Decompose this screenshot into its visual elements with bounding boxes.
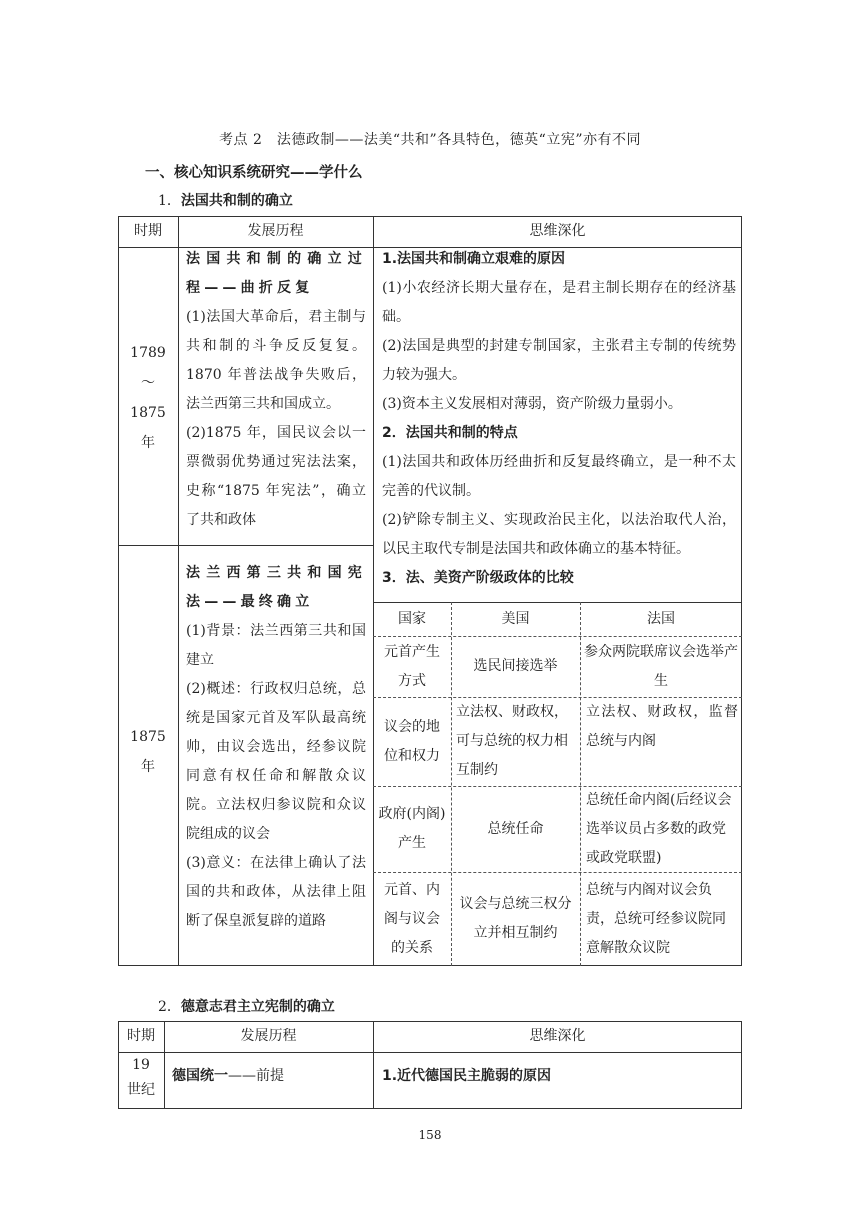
table2-header-period: 时期 [127,1028,155,1044]
subsection-1-text: 法国共和制的确立 [180,193,293,209]
compare-header-usa: 美国 [501,610,530,627]
period-line: ～ [141,375,155,391]
period-line: 1789 [130,345,166,361]
process-title: 法兰西第三共和国宪法——最终确立 [186,565,366,610]
thinking-paragraph: (2)铲除专制主义、实现政治民主化，以法治取代人治，以民主取代专制是法国共和政体确立的基本特征。 [382,512,736,557]
table1-row2-process [186,559,366,936]
table2-header-thinking: 思维深化 [529,1028,586,1044]
table2-row1-period [118,1052,164,1103]
compare-cell-france: 立法权、财政权，监督总统与内阁 [586,704,738,749]
table1-row1-period [118,338,178,458]
compare-cell-usa: 总统任命 [487,820,544,837]
table1-header-process: 发展历程 [247,223,304,239]
subsection-2-number: 2． [158,999,181,1015]
compare-cell-france: 总统任命内阁(后经议会选举议员占多数的政党或政党联盟) [586,791,732,866]
table1-row1-process [186,245,366,535]
compare-header-country: 国家 [398,610,426,627]
process-paragraph: (2)1875 年，国民议会以一票微弱优势通过宪法法案，史称“1875 年宪法”，确立了共和政体 [186,425,366,528]
thinking-heading-2: 2．法国共和制的特点 [382,425,518,441]
compare-cell-usa: 立法权、财政权，可与总统的权力相互制约 [456,704,568,778]
compare-header-france: 法国 [647,610,675,627]
table2-row1-process [172,1062,367,1091]
table1-thinking [382,245,736,593]
process-paragraph: (2)概述：行政权归总统，总统是国家元首及军队最高统帅，由议会选出，经参议院同意有权任命和解散众议院。立法权归参议院和众议院组成的议会 [186,681,366,842]
thinking-paragraph: (2)法国是典型的封建专制国家，主张君主专制的传统势力较为强大。 [382,338,736,383]
table1-header-thinking: 思维深化 [529,223,586,239]
compare-cell-france: 参众两院联席议会选举产生 [584,643,738,689]
period-line: 1875 [130,729,166,745]
period-line: 年 [141,435,155,451]
period-line: 1875 [130,405,166,421]
topic-heading: 考点 2 法德政制——法美“共和”各具特色，德英“立宪”亦有不同 [219,132,641,148]
process-title: 德国统一 [172,1068,228,1084]
subsection-2-text: 德意志君主立宪制的确立 [180,999,335,1015]
section-title: 一、核心知识系统研究——学什么 [145,165,363,181]
table1-header-period: 时期 [134,223,162,239]
thinking-paragraph: (3)资本主义发展相对薄弱，资产阶级力量弱小。 [382,396,682,412]
process-paragraph: (3)意义：在法律上确认了法国的共和政体，从法律上阻断了保皇派复辟的道路 [186,855,366,929]
table2-header-process: 发展历程 [240,1028,297,1044]
page-number: 158 [418,1128,442,1142]
period-line: 年 [141,759,155,775]
thinking-paragraph: (1)小农经济长期大量存在，是君主制长期存在的经济基础。 [382,280,736,325]
process-paragraph: (1)背景：法兰西第三共和国建立 [186,623,366,668]
period-line: 世纪 [127,1082,155,1098]
table1-row2-period [118,722,178,782]
compare-row-label: 议会的地位和权力 [384,718,440,764]
process-paragraph: (1)法国大革命后，君主制与共和制的斗争反反复复。1870 年普法战争失败后，法兰西第三共和国成立。 [186,309,366,412]
period-line: 19 [132,1057,150,1073]
thinking-heading-3: 3．法、美资产阶级政体的比较 [382,570,574,586]
compare-row-label: 政府(内阁)产生 [378,806,446,851]
compare-row-label: 元首、内阁与议会的关系 [384,881,440,956]
subsection-1-number: 1． [158,193,181,209]
compare-row-label: 元首产生方式 [384,643,440,689]
subsection-2-title [158,996,335,1016]
table2-row1-thinking: 1.近代德国民主脆弱的原因 [382,1068,552,1084]
compare-cell-usa: 议会与总统三权分立并相互制约 [459,896,572,941]
process-title-rest: ——前提 [228,1068,284,1084]
subsection-1-title [158,190,293,210]
compare-cell-france: 总统与内阁对议会负责，总统可经参议院同意解散众议院 [586,881,726,956]
process-title: 法国共和制的确立过程——曲折反复 [186,251,366,296]
thinking-heading-1: 1.法国共和制确立艰难的原因 [382,251,566,267]
compare-cell-usa: 选民间接选举 [473,658,558,674]
thinking-paragraph: (1)法国共和政体历经曲折和反复最终确立，是一种不太完善的代议制。 [382,454,736,499]
